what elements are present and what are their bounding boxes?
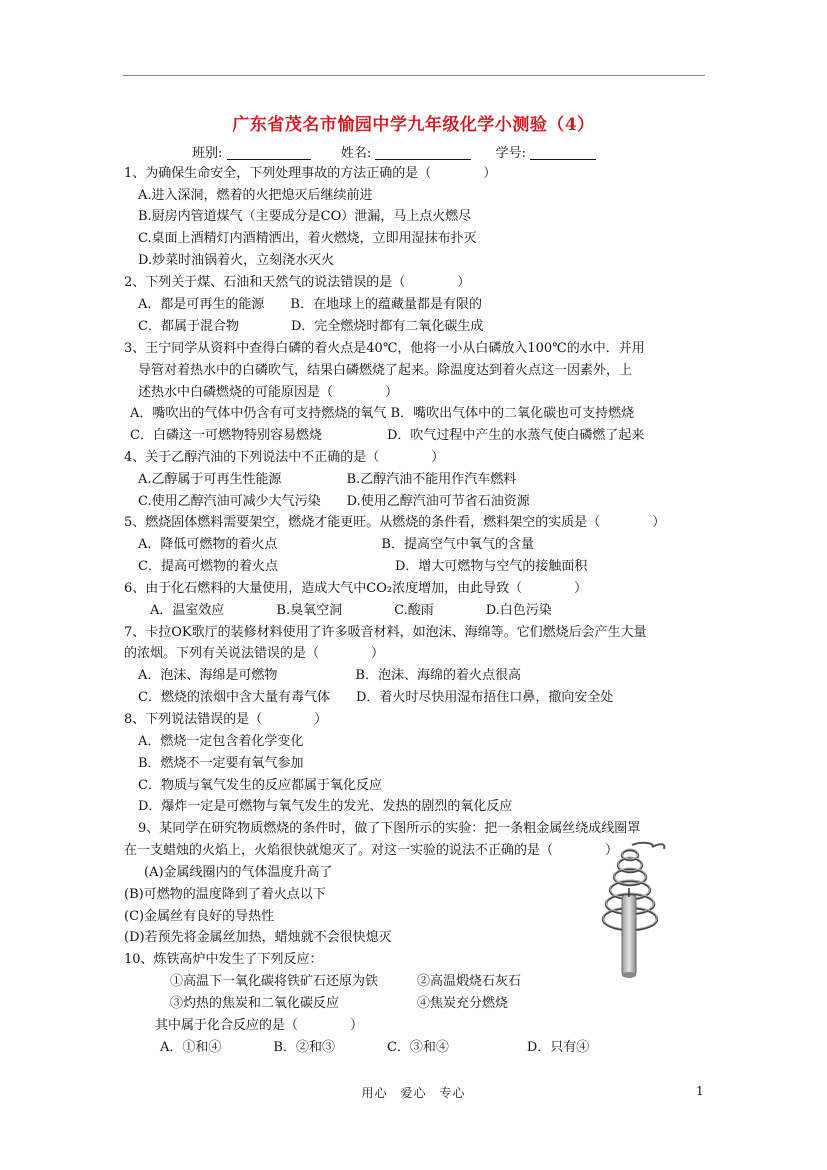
question-line: D.炒菜时油锅着火，立刻浇水灭火 xyxy=(138,253,335,268)
question-line: 述热水中白磷燃烧的可能原因是（ ） xyxy=(138,385,399,400)
page-title: 广东省茂名市愉园中学九年级化学小测验（4） xyxy=(232,115,595,135)
header-fields xyxy=(192,145,596,163)
question-line: B.厨房内管道煤气（主要成分是CO）泄漏，马上点火燃尽 xyxy=(138,209,472,224)
question-line: (B)可燃物的温度降到了着火点以下 xyxy=(124,887,326,902)
question-line: D．爆炸一定是可燃物与氧气发生的发光、发热的剧烈的氧化反应 xyxy=(138,799,513,814)
id-field[interactable] xyxy=(530,145,596,160)
metal-coil-candle-figure xyxy=(594,833,676,983)
question-line: C．燃烧的浓烟中含大量有毒气体 D．着火时尽快用湿布捂住口鼻，撤向安全处 xyxy=(138,690,614,705)
question-line: A.乙醇属于可再生性能源 B.乙醇汽油不能用作汽车燃料 xyxy=(138,472,517,487)
question-line: C．都属于混合物 D．完全燃烧时都有二氧化碳生成 xyxy=(138,319,484,334)
question-line: A．嘴吹出的气体中仍含有可支持燃烧的氧气 B．嘴吹出气体中的二氧化碳也可支持燃烧 xyxy=(130,406,635,421)
question-line: A．都是可再生的能源 B．在地球上的蕴藏量都是有限的 xyxy=(138,297,482,312)
header-rule xyxy=(123,75,705,76)
page-number: 1 xyxy=(696,1084,704,1098)
question-line: A．温室效应 B.臭氧空洞 C.酸雨 D.白色污染 xyxy=(150,603,552,618)
question-line: (A)金属线圈内的气体温度升高了 xyxy=(144,865,333,880)
question-line: B．燃烧不一定要有氧气参加 xyxy=(138,756,304,771)
question-line: ③灼热的焦炭和二氧化碳反应 ④焦炭充分燃烧 xyxy=(170,996,509,1011)
question-line: 的浓烟。下列有关说法错误的是（ ） xyxy=(124,646,385,661)
question-line: C.使用乙醇汽油可减少大气污染 D.使用乙醇汽油可节省石油资源 xyxy=(138,494,530,509)
name-label: 姓名: xyxy=(340,146,372,161)
question-line: 5、燃烧固体燃料需要架空，燃烧才能更旺。从燃烧的条件看，燃料架空的实质是（ ） xyxy=(124,515,666,530)
question-line: A．燃烧一定包含着化学变化 xyxy=(138,734,304,749)
question-line: 其中属于化合反应的是（ ） xyxy=(155,1018,364,1033)
question-line: 7、卡拉OK歌厅的装修材料使用了许多吸音材料，如泡沫、海绵等。它们燃烧后会产生大量 xyxy=(124,625,647,640)
question-line: 2、下列关于煤、石油和天然气的说法错误的是（ ） xyxy=(124,275,471,290)
name-field[interactable] xyxy=(375,145,471,160)
question-line: C．物质与氧气发生的反应都属于氧化反应 xyxy=(138,778,382,793)
question-line: 4、关于乙醇汽油的下列说法中不正确的是（ ） xyxy=(124,450,445,465)
question-line: C.桌面上酒精灯内酒精洒出，着火燃烧，立即用湿抹布扑灭 xyxy=(138,231,477,246)
question-line: 在一支蜡烛的火焰上，火焰很快就熄灭了。对这一实验的说法不正确的是（ ） xyxy=(124,843,619,858)
question-line: 9、某同学在研究物质燃烧的条件时，做了下图所示的实验：把一条粗金属丝绕成线圈罩 xyxy=(138,821,641,836)
class-label: 班别: xyxy=(192,146,223,161)
id-label: 学号: xyxy=(495,146,527,161)
question-line: 导管对着热水中的白磷吹气，结果白磷燃烧了起来。除温度达到着火点这一因素外，上 xyxy=(138,363,633,378)
question-line: C．提高可燃物的着火点 D．增大可燃物与空气的接触面积 xyxy=(138,559,588,574)
question-line: (D)若预先将金属丝加热，蜡烛就不会很快熄灭 xyxy=(124,930,392,945)
question-line: C．白磷这一可燃物特别容易燃烧 D．吹气过程中产生的水蒸气使白磷燃了起来 xyxy=(130,428,645,443)
question-line: 3、王宁同学从资料中查得白磷的着火点是40℃，他将一小从白磷放入100℃的水中．并用 xyxy=(124,341,645,356)
page-footer: 用心 爱心 专心 xyxy=(361,1086,466,1100)
question-line: 6、由于化石燃料的大量使用，造成大气中CO₂浓度增加，由此导致（ ） xyxy=(124,581,588,596)
question-line: ①高温下一氧化碳将铁矿石还原为铁 ②高温煅烧石灰石 xyxy=(170,974,522,989)
question-line: 8、下列说法错误的是（ ） xyxy=(124,712,328,727)
question-line: A．降低可燃物的着火点 B．提高空气中氧气的含量 xyxy=(138,537,534,552)
question-line: A．泡沫、海绵是可燃物 B．泡沫、海绵的着火点很高 xyxy=(138,668,521,683)
question-line: A.进入深洞，燃着的火把熄灭后继续前进 xyxy=(138,188,373,203)
question-line: 1、为确保生命安全，下列处理事故的方法正确的是（ ） xyxy=(124,166,497,181)
question-line: A．①和④ B．②和③ C．③和④ D．只有④ xyxy=(160,1040,590,1055)
question-line: 10、炼铁高炉中发生了下列反应： xyxy=(124,952,323,967)
class-field[interactable] xyxy=(227,145,311,160)
question-line: (C)金属丝有良好的导热性 xyxy=(124,909,275,924)
